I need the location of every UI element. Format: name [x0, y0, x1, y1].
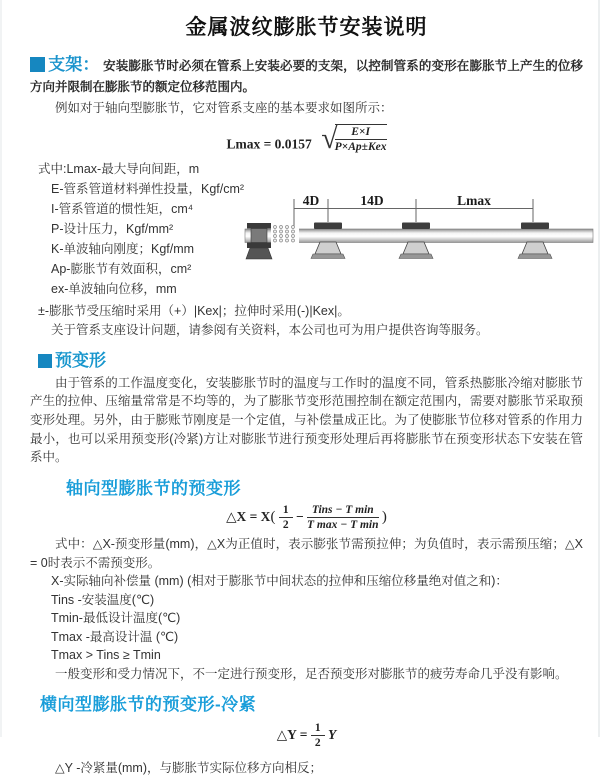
- predeform-heading-label: 预变形: [55, 350, 106, 370]
- predeform-body: 由于管系的工作温度变化，安装膨胀节时的温度与工作时的温度不同，管系热膨胀冷缩对膨胀节产生的拉伸、压缩量常常是不均等的，为了膨胀节变形范围控制在额定范围内，需要对膨胀节采取预变形处理。另外，由于膨账节刚度是一个定值，与补偿量成正比。为了使膨胀节位移对管系的作用力最小，也可以采用预变形(冷紧)方让对膨胀节进行预变形处理后再将膨胀节在预变形状态下安装在管系中。: [30, 375, 583, 465]
- temp-line: Tins -安装温度(℃): [51, 592, 155, 607]
- half-denominator: 2: [282, 519, 289, 532]
- sqrt-radical: [321, 124, 386, 155]
- variables-and-diagram: [30, 159, 583, 302]
- consult-note: 关于管系支座设计问题，请参阅有关资料，本公司也可为用户提供咨询等服务。: [51, 322, 489, 337]
- variable-line: P-设计压力，Kgf/mm²: [51, 221, 174, 236]
- half-fraction: [311, 721, 325, 751]
- variable-line: Ap-膨胀节有效面积，cm²: [51, 261, 192, 276]
- predeform-heading: [38, 346, 583, 371]
- variable-line: 式中:Lmax-最大导向间距，m: [38, 161, 200, 176]
- axial-heading: 轴向型膨胀节的预变形: [66, 478, 241, 498]
- lmax-denominator: P×Ap±Kex: [334, 141, 387, 154]
- temp-line: Tmax > Tins ≥ Tmin: [51, 648, 161, 663]
- half-numerator: 1: [279, 503, 293, 518]
- variable-line: I-管系管道的惯性矩，cm⁴: [51, 201, 194, 216]
- lateral-formula-lhs: △Y =: [276, 726, 308, 742]
- right-paren: ): [381, 508, 387, 525]
- variable-line: K-单波轴向刚度；Kgf/mm: [51, 241, 195, 256]
- axial-note: 一般变形和受力情况下，不一定进行预变形，足否预变形对膨胀节的疲劳寿命几乎没有影响。: [55, 666, 568, 681]
- bellows: [271, 225, 299, 244]
- dim-label-4d: 4D: [302, 192, 320, 208]
- plus-minus-note: ±-膨胀节受压缩时采用（+）|Kex|；拉伸时采用(-)|Kex|。: [38, 303, 350, 318]
- axial-definitions: [30, 572, 583, 682]
- lmax-formula-lhs: Lmax = 0.0157: [226, 136, 312, 152]
- pipe-support-diagram: [241, 193, 596, 288]
- variable-line: E-管系管道材料弹性投量，Kgf/cm²: [51, 181, 245, 196]
- support-example-line: 例如对于轴向型膨胀节，它对管系支座的基本要求如图所示：: [55, 101, 393, 115]
- page-title: 金属波纹膨胀节安装说明: [185, 16, 428, 39]
- lateral-formula: [30, 721, 583, 751]
- variable-line: ex-单波轴向位移，mm: [51, 281, 177, 296]
- minus-sign: −: [295, 508, 304, 524]
- half-numerator: 1: [311, 721, 325, 736]
- lmax-numerator: E×I: [335, 125, 387, 140]
- temp-line: Tmin-最低设计温度(℃): [51, 611, 181, 626]
- lmax-formula: [30, 124, 583, 155]
- half-fraction: [279, 503, 293, 533]
- radical-sign: √: [321, 122, 338, 156]
- temp-numerator: Tins − T min: [307, 503, 379, 518]
- support-intro-text: 安装膨胀节时必须在管系上安装必要的支架，以控制管系的变形在膨胀节上产生的位移方向并限制在膨胀节的额定位移范围内。: [30, 59, 583, 94]
- left-paren: (: [270, 508, 276, 525]
- support-paragraph: [30, 54, 583, 98]
- lmax-fraction: [335, 124, 387, 155]
- dim-label-lmax: Lmax: [457, 192, 491, 208]
- temp-denominator: T max − T min: [307, 519, 379, 532]
- axial-explain: 式中：△X-预变形量(mm)，△X为正值时，表示膨张节需预拉伸；为负值时，表示需预压缩；△X = 0时表示不需预变形。: [30, 537, 583, 570]
- x-definition: X-实际轴向补偿量 (mm) (相对于膨胀节中间状态的拉伸和压缩位移量绝对值之和)：: [51, 574, 508, 589]
- blue-square-icon: [38, 354, 52, 368]
- lateral-heading: 横向型膨胀节的预变形-冷紧: [40, 694, 257, 714]
- lateral-formula-rhs: Y: [327, 726, 337, 742]
- lateral-note: △Y -冷紧量(mm)，与膨胀节实际位移方向相反；: [55, 760, 323, 775]
- dim-label-14d: 14D: [360, 192, 384, 208]
- axial-formula-lhs: △X = X: [226, 508, 271, 524]
- support-heading-label: 支架：: [48, 55, 100, 74]
- blue-square-icon: [30, 57, 45, 72]
- support-heading: [30, 55, 100, 74]
- temp-fraction: [307, 503, 379, 533]
- temp-line: Tmax -最高设计温 (℃): [51, 629, 179, 644]
- half-denominator: 2: [314, 737, 321, 750]
- axial-formula: [30, 503, 583, 533]
